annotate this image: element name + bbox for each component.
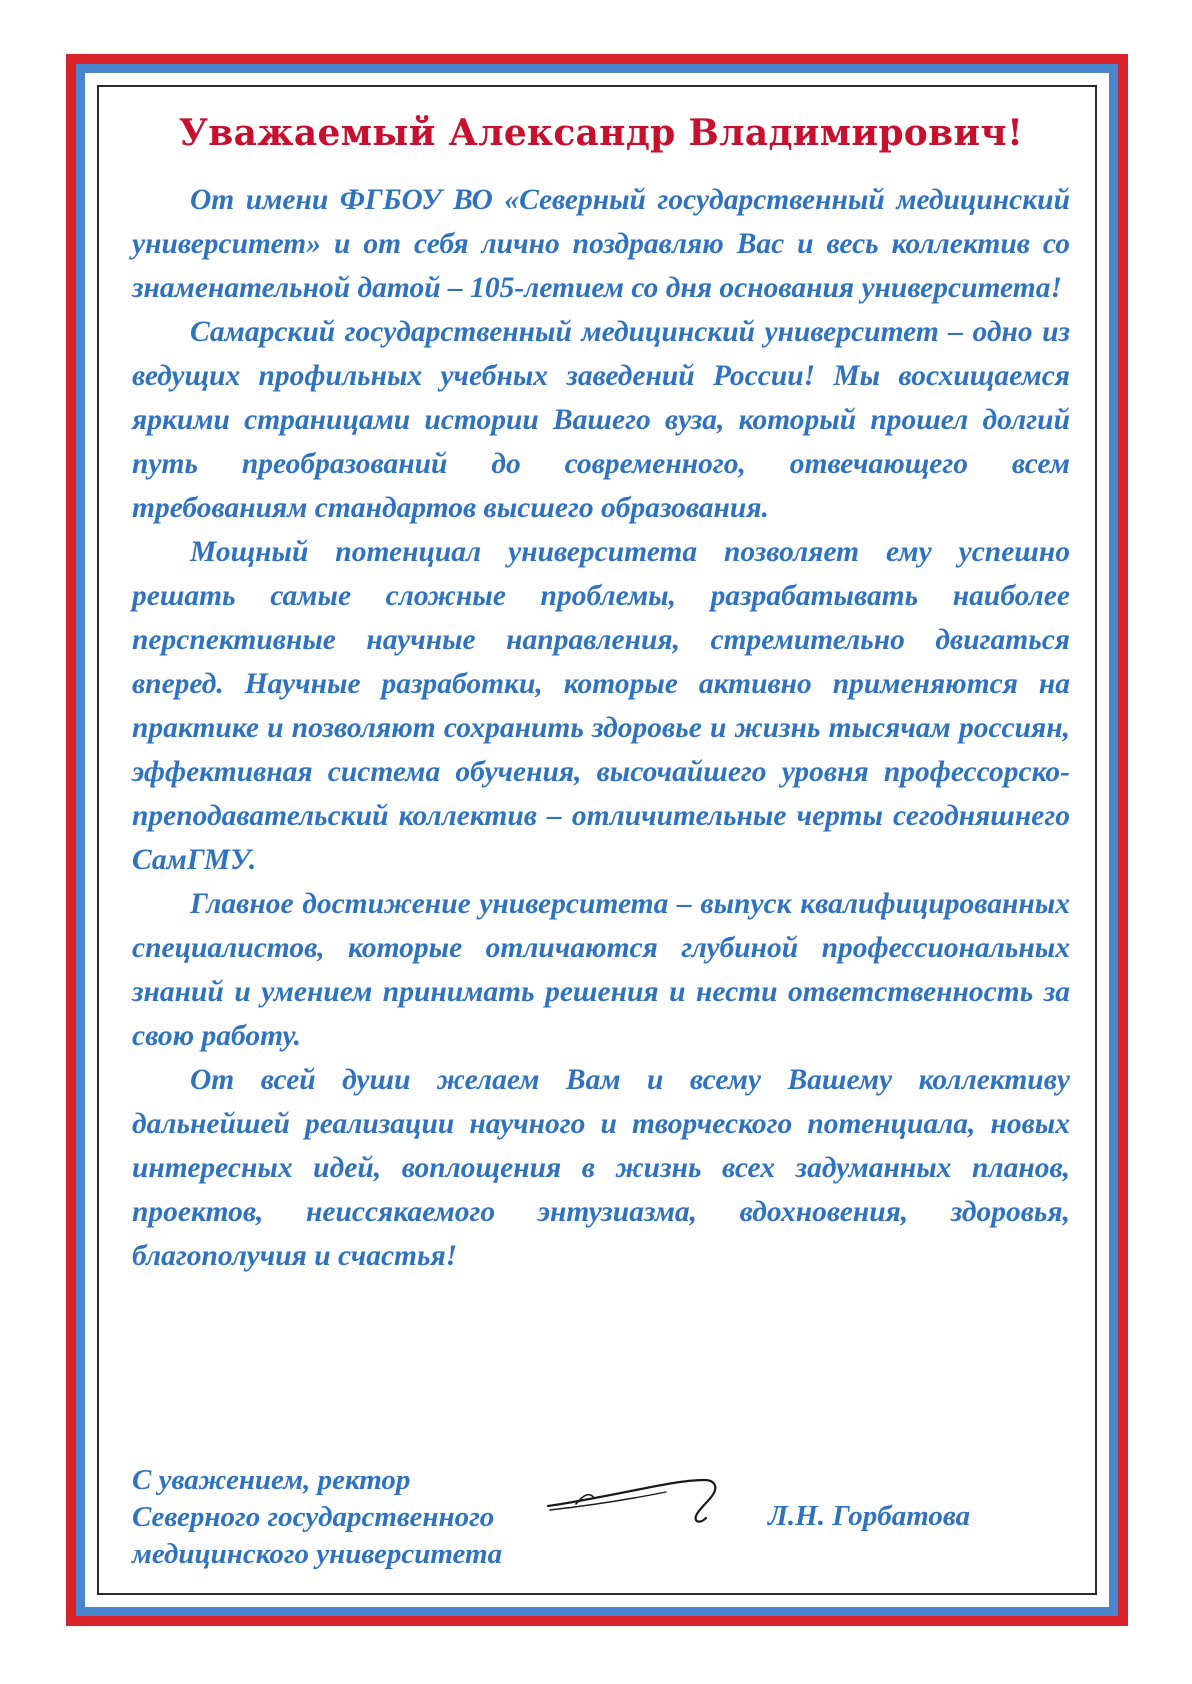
letter-title: Уважаемый Александр Владимирович! <box>178 112 1024 154</box>
paragraph-3: Мощный потенциал университета позволяет ему успешно решать самые сложные проблемы, разрабатывать наиболее перспективные научные направления, стремительно двигаться вперед. Научные разработки, которые активно применяются на практике и позволяют сохранить здоровье и жизнь тысячам россиян, эффективная система обучения, высочайшего уровня профессорско-преподавательский коллектив – отличительные черты сегодняшнего СамГМУ. <box>132 536 1070 876</box>
signatory-line-3: медицинского университета <box>132 1538 503 1570</box>
handwritten-signature <box>546 1466 726 1526</box>
paragraph-4: Главное достижение университета – выпуск квалифицированных специалистов, которые отличаются глубиной профессиональных знаний и умением принимать решения и нести ответственность за свою работу. <box>132 888 1070 1052</box>
paragraph-2: Самарский государственный медицинский университет – одно из ведущих профильных учебных заведений России! Мы восхищаемся яркими страницами истории Вашего вуза, который прошел долгий путь преобразований до современного, отвечающего всем требованиям стандартов высшего образования. <box>132 316 1070 524</box>
letter-body <box>132 112 1070 1278</box>
signatory-name: Л.Н. Горбатова <box>768 1500 971 1532</box>
signature-block <box>132 1462 1070 1602</box>
signatory-line-1: С уважением, ректор <box>132 1464 411 1496</box>
paragraph-1: От имени ФГБОУ ВО «Северный государственный медицинский университет» и от себя лично поздравляю Вас и весь коллектив со знаменательной датой – 105-летием со дня основания университета! <box>132 184 1070 304</box>
signatory-line-2: Северного государственного <box>132 1501 495 1533</box>
signatory-title <box>132 1462 502 1573</box>
paragraph-5: От всей души желаем Вам и всему Вашему коллективу дальнейшей реализации научного и творческого потенциала, новых интересных идей, воплощения в жизнь всех задуманных планов, проектов, неиссякаемого энтузиазма, вдохновения, здоровья, благополучия и счастья! <box>132 1064 1070 1272</box>
